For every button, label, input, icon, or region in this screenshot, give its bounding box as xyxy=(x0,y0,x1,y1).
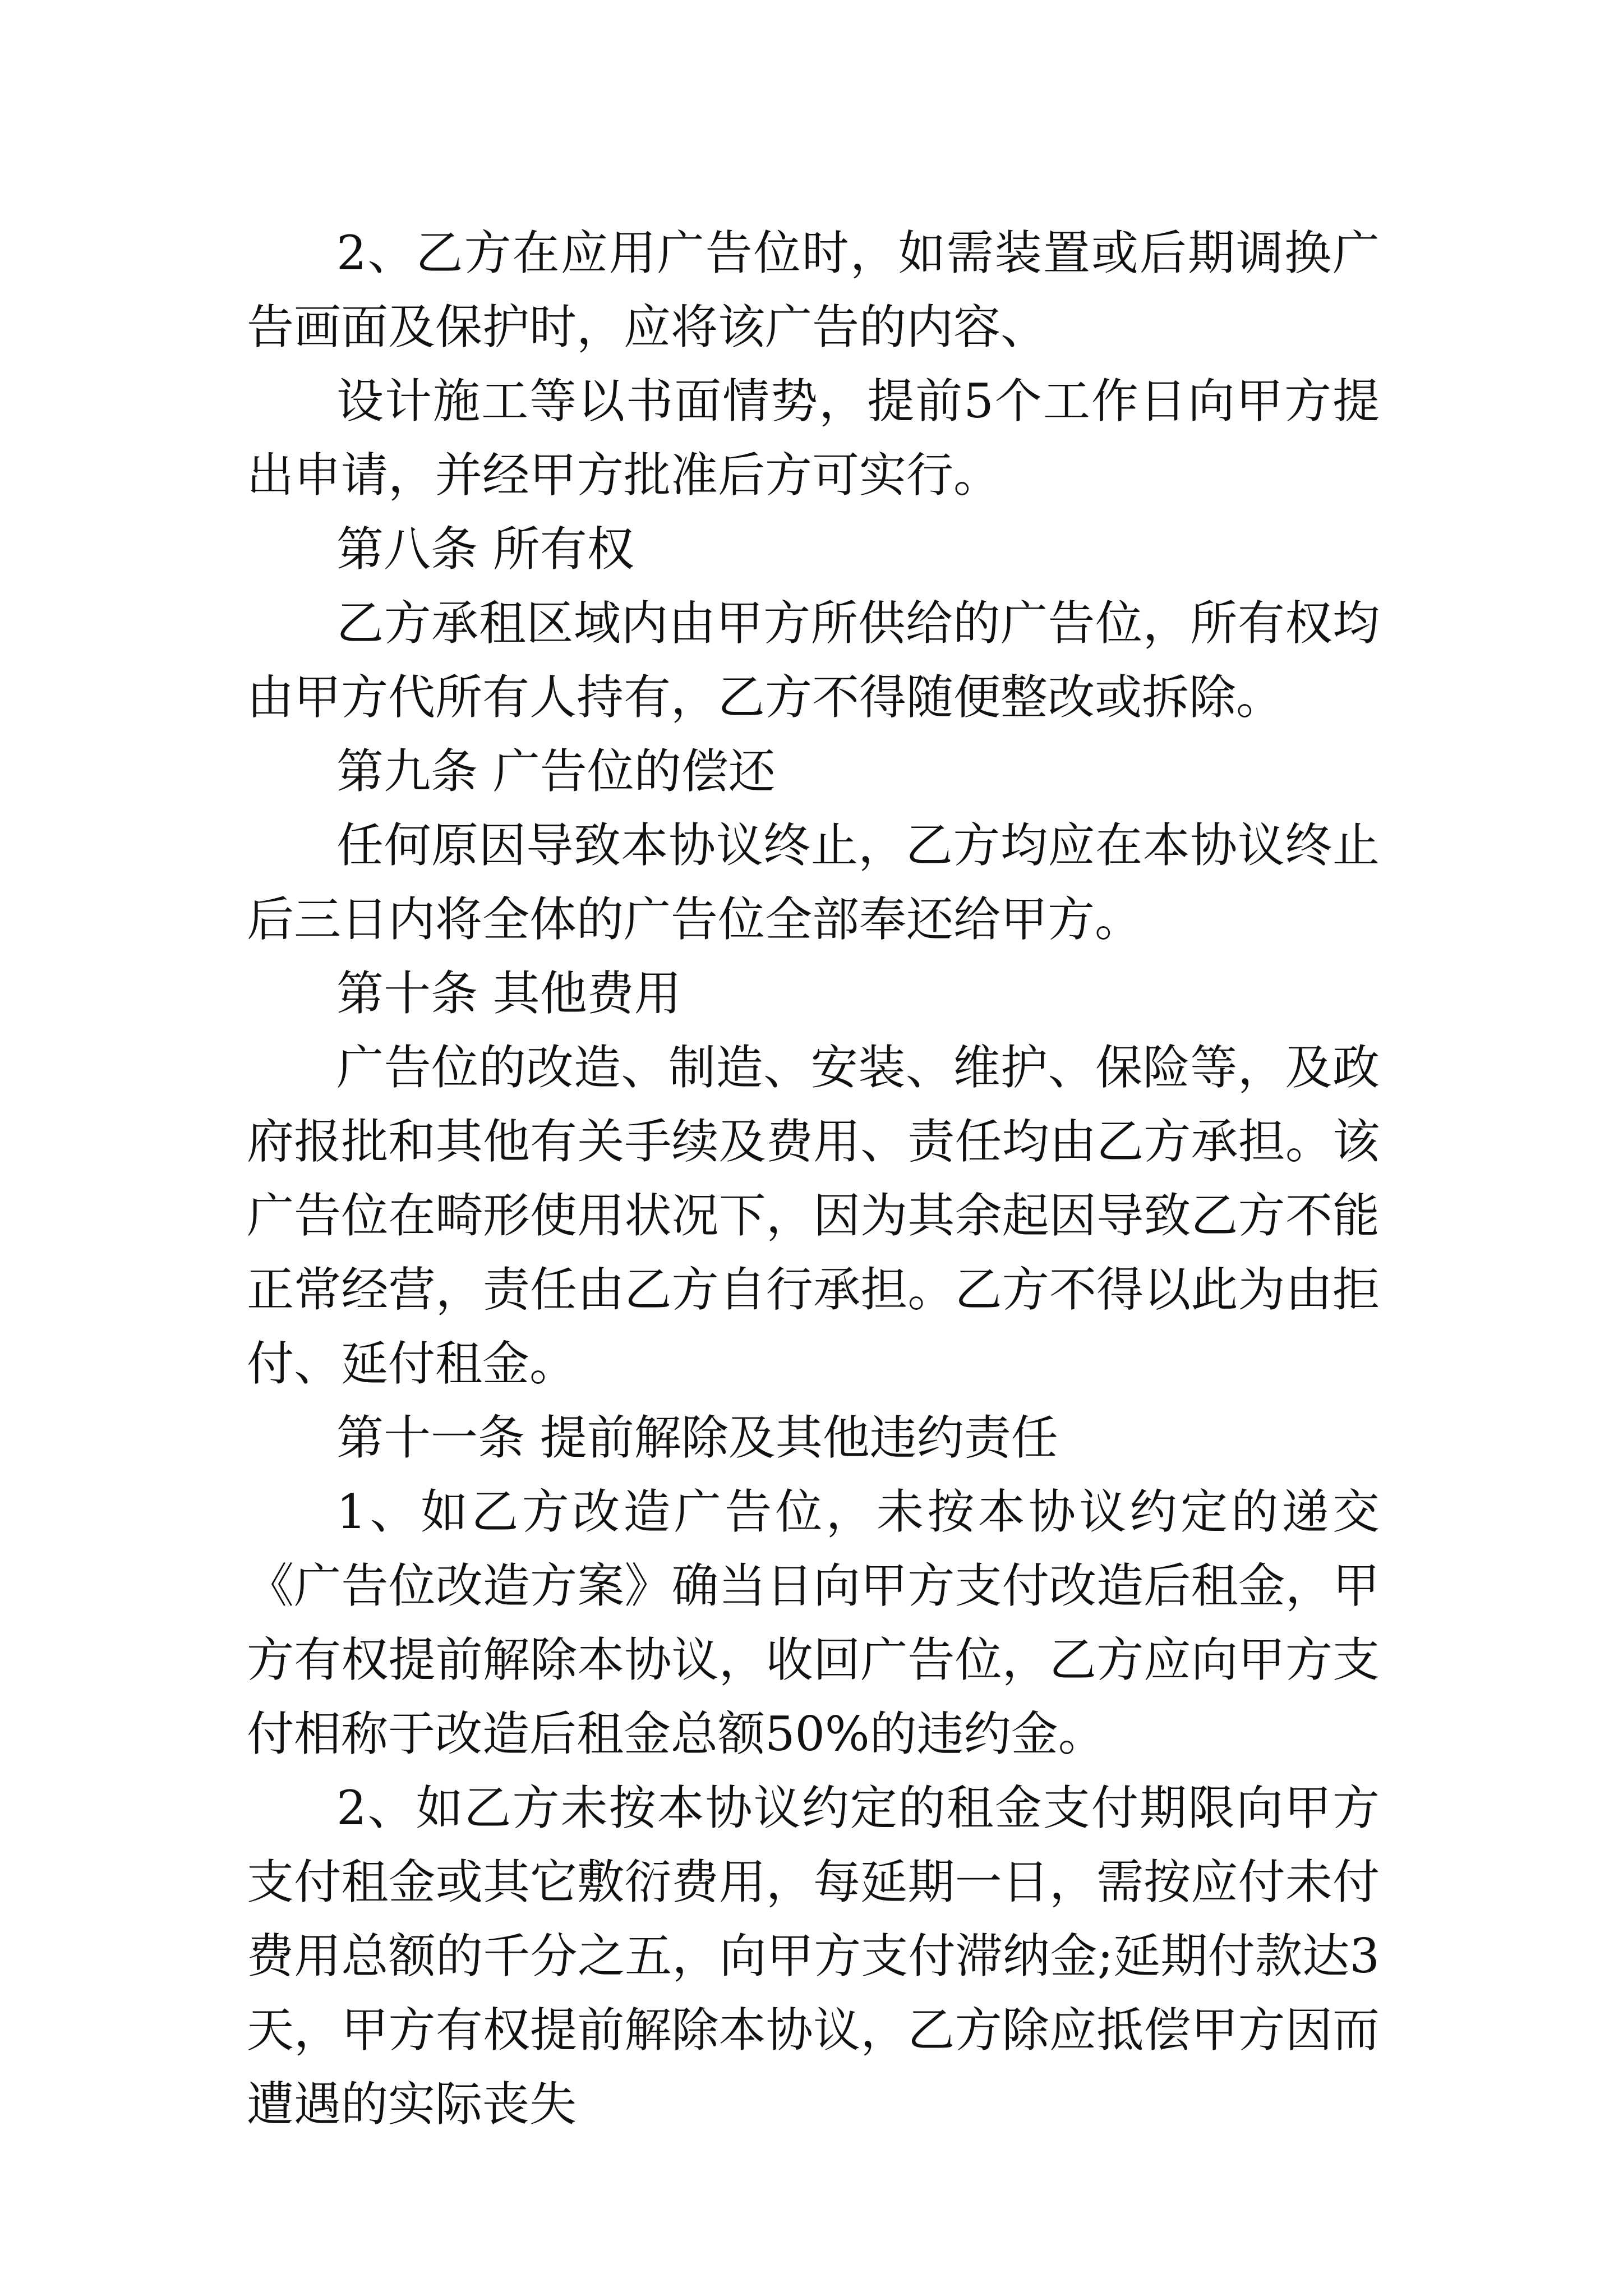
heading-article-8: 第八条 所有权 xyxy=(336,522,634,577)
paragraph-article-9: 任何原因导致本协议终止，乙方均应在本协议终止后三日内将全体的广告位全部奉还给甲方。 xyxy=(247,818,1380,947)
document-body xyxy=(247,216,1380,2141)
paragraph-article-8: 乙方承租区域内由甲方所供给的广告位，所有权均由甲方代所有人持有，乙方不得随便整改或拆除。 xyxy=(247,596,1380,725)
paragraph-clause-7-item-2: 2、乙方在应用广告位时，如需装置或后期调换广告画面及保护时，应将该广告的内容、 xyxy=(247,226,1380,355)
paragraph-article-10: 广告位的改造、制造、安装、维护、保险等，及政府报批和其他有关手续及费用、责任均由乙方承担。该广告位在畸形使用状况下，因为其余起因导致乙方不能正常经营，责任由乙方自行承担。乙方不得以此为由拒付、延付租金。 xyxy=(247,1040,1380,1391)
paragraph-article-11-item-2: 2、如乙方未按本协议约定的租金支付期限向甲方支付租金或其它敷衍费用，每延期一日，需按应付未付费用总额的千分之五，向甲方支付滞纳金;延期付款达3天，甲方有权提前解除本协议，乙方除应抵偿甲方因而遭遇的实际丧失 xyxy=(247,1780,1380,2132)
heading-article-11: 第十一条 提前解除及其他违约责任 xyxy=(336,1410,1058,1465)
heading-article-9: 第九条 广告位的偿还 xyxy=(336,744,776,799)
paragraph-article-11-item-1: 1、如乙方改造广告位，未按本协议约定的递交《广告位改造方案》确当日向甲方支付改造后租金，甲方有权提前解除本协议，收回广告位，乙方应向甲方支付相称于改造后租金总额50%的违约金。 xyxy=(247,1484,1380,1761)
heading-article-10: 第十条 其他费用 xyxy=(336,966,681,1021)
paragraph-clause-7-item-2-continued: 设计施工等以书面情势，提前5个工作日向甲方提出申请，并经甲方批准后方可实行。 xyxy=(247,374,1380,503)
